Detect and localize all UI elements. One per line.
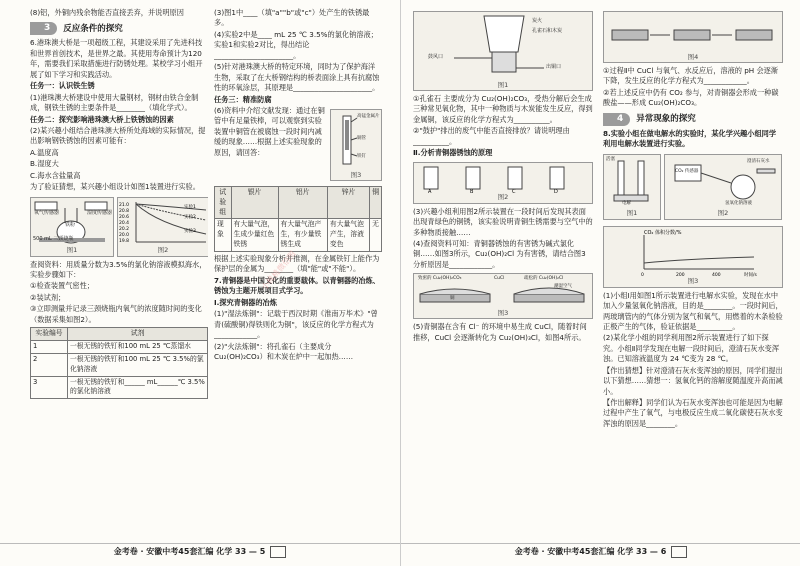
watermark: 小桃桃微信图: [259, 249, 298, 292]
q-r3: (3)兴趣小组利用图2所示装置在一段时间后发现其表面出现青绿色的铜锈，该实验说明青铜生锈需要与空气中的多种物质接触……: [413, 206, 593, 237]
figure-3-caption: 图3: [350, 170, 362, 179]
legend-1: 实验1: [184, 204, 196, 210]
option-a: A.温度高: [30, 147, 59, 157]
figure-1-caption: 图1: [66, 246, 78, 255]
chart-y-tick: 20.2: [119, 226, 130, 232]
rust-label: CuCl: [494, 276, 505, 282]
step-2: ②装试剂；: [30, 292, 66, 302]
legend-2: 实验2: [184, 214, 196, 220]
table-cell: 一根无锈的铁钉和100 mL 25 ℃蒸馏水: [68, 341, 208, 354]
table-header: 试验组: [215, 186, 232, 219]
tube-label: B: [470, 188, 474, 193]
section-title: 异常现象的探究: [636, 114, 696, 125]
figure-3-tube: [330, 109, 382, 181]
chart-y-tick: 20.6: [119, 214, 130, 220]
section-number: 4: [603, 113, 630, 126]
apparatus-label: 澄清石灰水: [747, 158, 770, 164]
fig-caption: 图3: [687, 277, 699, 286]
q6-intro: 6.港珠澳大桥是一项超级工程，其建设采用了先进科技和世界首创技术，是世界之最。其使用寿命预计为120年，需要我们采取措施进行防锈处理。某校学习小组开展了如下学习和实践活动。: [30, 38, 203, 79]
table-cell: 无: [370, 219, 382, 252]
chart-y-tick: 19.8: [119, 238, 130, 244]
right-column-1: [413, 8, 593, 538]
left-column-2: [214, 8, 382, 538]
co2-line: [644, 257, 754, 263]
task-1-question: (1)港珠澳大桥建设中使用大量钢材，钢材由铁合金制成，钢铁生锈的主要条件是________（填化学式）。: [30, 92, 199, 113]
right-column-2: [603, 8, 783, 538]
figure-2-chart: [117, 197, 208, 257]
q8-3: 【作出猜想】针对澄清石灰水变浑浊的原因，同学们提出以下猜想……猜想一：氢氧化钙的溶解度随温度升高而减小。: [603, 365, 783, 396]
furnace-caption: 图1: [497, 80, 509, 89]
chart-y-tick: 20.4: [119, 220, 130, 226]
table-row: [215, 219, 382, 252]
co2-chart-svg: [604, 227, 782, 277]
table-cell: 有大量气泡产生，有少量铁锈生成: [278, 219, 327, 252]
chart-x-tick: 时间/s: [744, 272, 757, 277]
q8-4: 【作出解释】同学们认为石灰水变浑浊也可能是因为电解过程中产生了氧气，与电极反应生成二氧化碳使石灰水变浑浊的原因是________。: [603, 398, 783, 428]
q-b: ②若上述反应中仍有 CO₂ 参与，对青铜器会形成一种碳酸盐——形成 Cu₂(OH)₂CO₃。: [603, 87, 779, 108]
step-3: ③立即测量并记录三颈烧瓶内氧气的浓度随时间的变化（数据采集如图2）。: [30, 304, 202, 324]
chart-x-tick: 0: [641, 272, 644, 277]
furnace-label: 炭火: [532, 18, 543, 24]
option-b: B.湿度大: [30, 159, 59, 169]
publisher-logo-icon: [270, 546, 286, 558]
task-1-title: 任务一：认识铁生锈: [30, 81, 95, 91]
rust-label: 铜: [450, 296, 455, 302]
footer-text: 金考卷 · 安徽中考45套汇编 化学 33 — 6: [514, 547, 667, 557]
fig4-caption: 图4: [687, 52, 699, 61]
fig3-label: 铜管: [357, 135, 366, 141]
figure-1-apparatus: [30, 197, 114, 257]
fig1-label-iron-powder: 铁粉: [65, 221, 76, 228]
right-page: [400, 0, 800, 566]
figure-2-caption: 图2: [157, 246, 169, 255]
table-header: 试剂: [68, 328, 208, 341]
q6-row: [214, 106, 382, 184]
left-column-1: [30, 8, 208, 538]
q9-tail: (8)铝，外铜内残余物能否直接丢弃，并说明原因: [30, 8, 184, 17]
q-r4: (4)查阅资料可知：青铜器锈蚀的有害锈为碱式氯化铜……如图3所示，Cu₂(OH)₂Cl 为有害锈，请结合图3 分析原因是____________。: [413, 238, 586, 269]
task-2-title: 任务二：探究影响港珠澳大桥上铁锈蚀的因素: [30, 114, 174, 124]
rust-label: 潮湿空气: [554, 284, 572, 290]
table-cell: 1: [31, 341, 68, 354]
fig3-label: 铁钉: [357, 153, 366, 159]
part-1-title: Ⅰ.探究青铜器的冶炼: [214, 297, 277, 307]
option-c: C.海水含盐量高: [30, 170, 81, 180]
chart-title: CO₂ 体积分数/%: [644, 229, 682, 236]
fig1-label-flask: 500 mL 三颈烧瓶: [33, 235, 74, 242]
electrolysis-figures: [603, 151, 783, 223]
table-header: 银片: [231, 186, 278, 219]
test-tubes: [414, 163, 592, 193]
apparatus-label: 活塞: [606, 156, 615, 162]
q-r1: ①孔雀石 主要成分为 Cu₂(OH)₂CO₃，受热分解后会生成三种常见氧化物，其中一种物质与木炭能发生反应，得到金属铜，该反应的化学方程式为__________。: [413, 94, 593, 124]
q5: (5)针对港珠澳大桥的特定环境，同时为了保护海洋生物，采取了在大桥钢结构的桥表面涂上具有抗腐蚀性的环氧涂层，其原理是______________________。: [214, 62, 380, 93]
table-row: [31, 341, 208, 354]
task-2-question: (2)某兴趣小组结合港珠澳大桥所处海域的实际情况，提出影响钢铁锈蚀的因素可能有：: [30, 125, 206, 146]
fig-caption: 图1: [626, 209, 638, 218]
apparatus-label: 氢氧化钠溶液: [725, 200, 752, 206]
q3-cont: (3)图1中____（填"a""b"或"c"）处产生的铁锈最多。: [214, 8, 370, 28]
q8-1: (1)小组Ⅰ用如图1所示装置进行电解水实验，发现在水中加入少量氢氧化钠溶液，目的是________。一段时间后，两玻璃管内的气体分别为氢气和氧气，用燃着的木条检验正极产生的气体，验证依据是__________。: [603, 290, 783, 331]
table-cell: 有大量气泡产生，溶液变色: [327, 219, 369, 252]
table-cell: 一根无锈的铁钉和100 mL 25 ℃ 3.5%的氯化钠溶液: [68, 353, 208, 376]
furnace-label: 出铜口: [546, 64, 562, 70]
legend-3: 实验3: [184, 228, 196, 234]
figure-3-rust-layers: [413, 273, 593, 319]
figures-row: [30, 194, 208, 260]
section-number: 3: [30, 22, 57, 35]
q7-intro: 根据上述实验现象分析并推测，在金属铁钉上能作为保护层的金属为________（填"能"或"不能"）。: [214, 254, 380, 274]
q-r5: (5)青铜器在含有 Cl⁻ 的环境中易生成 CuCl，随着时间推移，CuCl 会逐渐转化为 Cu₂(OH)₃Cl，如图4所示。: [413, 322, 587, 342]
table-cell: 一根无锈的铁钉和______ mL______℃ 3.5%的氯化钠溶液: [68, 376, 208, 399]
table-header: 锌片: [327, 186, 369, 219]
apparatus-label: 电解: [622, 200, 631, 206]
table-row: [31, 376, 208, 399]
section-title: 反应条件的探究: [63, 23, 123, 34]
q6: (6)资料中介绍文献发现：通过在铜管中有足量铁棒，可以观察到实验装置中铜管在被腐蚀一段时间内减缓的现象……根据上述实验现象的原因，请回答：: [214, 105, 325, 157]
rust-label: 致密的 Cu₂(OH)₂CO₃: [418, 276, 462, 282]
q7-title: 7.青铜器是中国文化的重要载体。以青铜器的冶炼、锈蚀为主题开展项目式学习。: [214, 275, 380, 296]
fig1-label-oxygen-sensor: 氧气传感器: [34, 209, 60, 216]
q8-title: 8.实验小组在做电解水的实验时，某化学兴趣小组同学利用电解水装置进行实验。: [603, 128, 777, 149]
sensor-apparatus: [664, 154, 782, 220]
right-footer: [401, 543, 800, 560]
q-r2: ②"鼓护"排出的废气中能否直接排放？请说明理由__________。: [413, 126, 570, 146]
rust-label: 疏松的 Cu₂(OH)₂Cl: [524, 276, 564, 282]
figure-2-tubes: [413, 162, 593, 204]
process-diagram: [604, 12, 782, 50]
figure-4-process: [603, 11, 783, 63]
q7-2: (2)"火法炼铜"：将孔雀石（主要成分 Cu₂(OH)₂CO₃）和木炭在炉中一起加热……: [214, 341, 354, 361]
tube-label: D: [554, 188, 558, 193]
furnace-label: 孔雀石和木炭: [532, 28, 563, 34]
fig2-caption: 图2: [497, 193, 509, 202]
fig3-label: 高锰金属片: [357, 113, 380, 119]
table-cell: 现象: [215, 219, 232, 252]
table-header: 铝片: [278, 186, 327, 219]
fig1-label-humidity-sensor: 湿度传感器: [87, 209, 113, 216]
table-cell: 有大量气泡，生成少量红色铁锈: [231, 219, 278, 252]
section-3-header: [30, 22, 208, 35]
chart-y-tick: 21.0: [119, 202, 130, 208]
part-2-title: Ⅱ.分析青铜器锈蚀的原理: [413, 148, 493, 158]
furnace-label: 鼓风口: [428, 54, 444, 60]
q3-note: 查阅资料：用质量分数为3.5%的氯化钠溶液模拟海水，实验步骤如下：: [30, 259, 207, 280]
q4: (4)实验2中是____ mL 25 ℃ 3.5%的氯化钠溶液；实验1和实验2对比，得出结论______________________。: [214, 29, 378, 60]
footer-text: 金考卷 · 安徽中考45套汇编 化学 33 — 5: [113, 547, 266, 557]
observation-table: [214, 186, 382, 252]
furnace-diagram: [414, 12, 592, 78]
figure-furnace: [413, 11, 593, 91]
co2-chart: [603, 226, 783, 288]
chart-y-tick: 20.0: [119, 232, 130, 238]
table-cell: 2: [31, 353, 68, 376]
oxygen-chart: [118, 198, 208, 246]
table-header: 铜: [370, 186, 382, 219]
task-2-question-2: 为了验证猜想，某兴趣小组设计如图1装置进行实验。: [30, 182, 200, 192]
chart-x-tick: 400: [712, 272, 721, 277]
fig3-caption: 图3: [497, 308, 509, 317]
q7-1: (1)"湿法炼铜"：记载于西汉时期《淮南万毕术》"曾青(硫酸铜)得铁则化为铜"，该反应的化学方程式为____________。: [214, 309, 378, 340]
apparatus-label: CO₂ 传感器: [675, 168, 699, 174]
publisher-logo-icon: [671, 546, 687, 558]
tube-label: A: [428, 188, 432, 193]
q8-2: (2)某化学小组的同学利用图2所示装置进行了如下探究。小组Ⅱ同学发现在电解一段时间后，澄清石灰水变浑浊。已知溶液温度为 24 ℃变为 28 ℃。: [603, 333, 780, 364]
task-3-title: 任务三：精准防腐: [214, 94, 272, 104]
q-a: ①过程Ⅱ中 CuCl 与氧气、水反应后，溶液的 pH 会逐渐下降，发生反应的化学方程式为____________。: [603, 66, 779, 86]
chart-y-tick: 20.8: [119, 208, 130, 214]
left-footer: [0, 543, 400, 560]
experiment-table: [30, 327, 208, 399]
tube-label: C: [512, 188, 516, 193]
table-row: [31, 353, 208, 376]
table-header: 实验编号: [31, 328, 68, 341]
section-4-header: [603, 113, 783, 126]
chart-x-tick: 200: [676, 272, 685, 277]
table-cell: 3: [31, 376, 68, 399]
step-1: ①检查装置气密性；: [30, 281, 94, 291]
electrolysis-apparatus: [603, 154, 661, 220]
fig-caption: 图2: [717, 209, 729, 218]
